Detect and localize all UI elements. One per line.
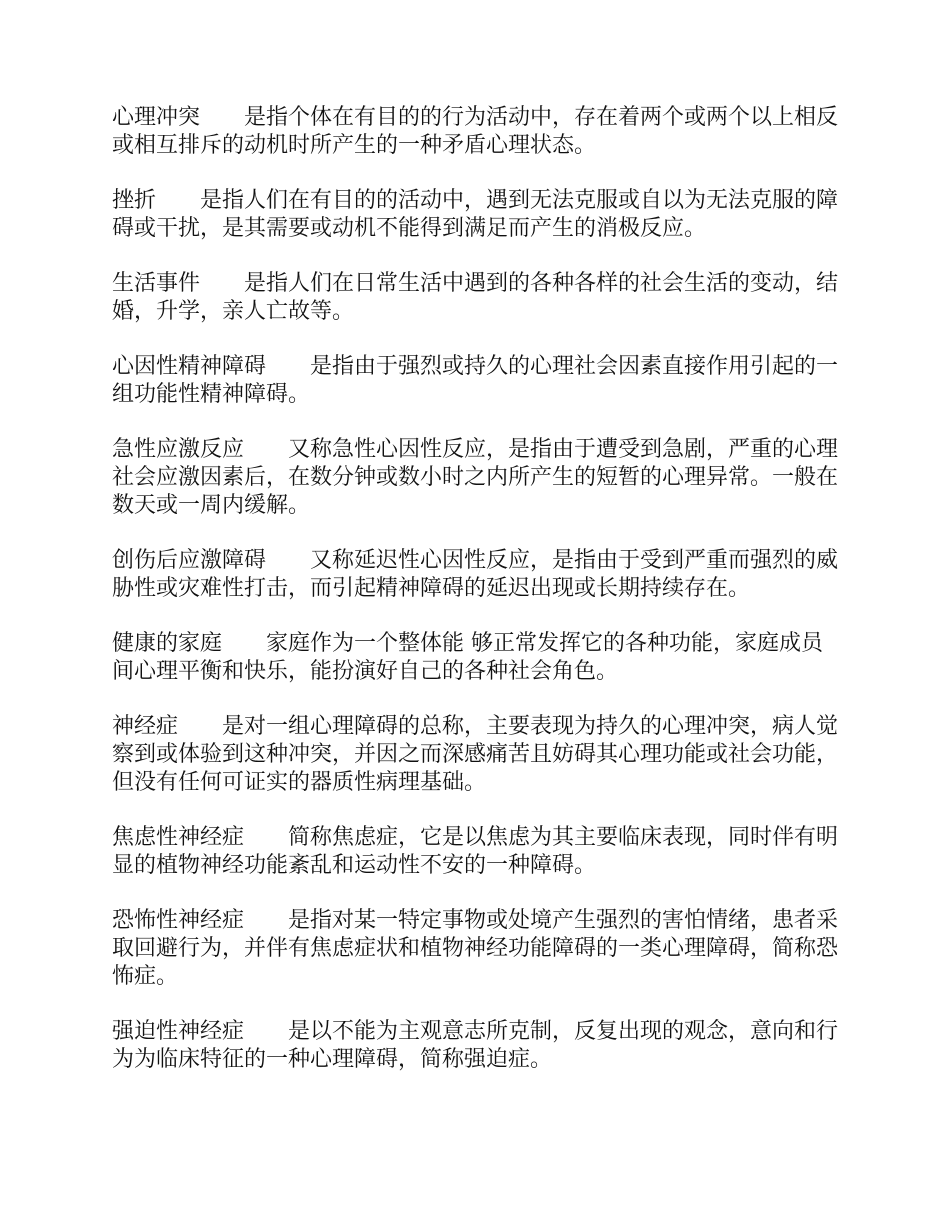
entry-term: 挫折 <box>112 188 157 213</box>
entry-definition: 是指个体在有目的的行为活动中，存在着两个或两个以上相反或相互排斥的动机时所产生的一种矛盾心理状态。 <box>112 105 839 158</box>
glossary-entry-phobic-neurosis <box>112 907 840 991</box>
entry-term: 恐怖性神经症 <box>112 908 245 933</box>
entry-definition: 是以不能为主观意志所克制，反复出现的观念，意向和行为为临床特征的一种心理障碍，简称强迫症。 <box>112 1019 839 1072</box>
entry-definition: 是指人们在有目的的活动中，遇到无法克服或自以为无法克服的障碍或干扰，是其需要或动机不能得到满足而产生的消极反应。 <box>112 188 839 241</box>
glossary-entry-frustration <box>112 187 840 243</box>
glossary-entry-psychogenic-disorder <box>112 353 840 409</box>
entry-term: 心因性精神障碍 <box>112 354 267 379</box>
entry-term: 焦虑性神经症 <box>112 825 245 850</box>
entry-definition: 是对一组心理障碍的总称，主要表现为持久的心理冲突，病人觉察到或体验到这种冲突，并因之而深感痛苦且妨碍其心理功能或社会功能，但没有任何可证实的器质性病理基础。 <box>112 714 839 795</box>
glossary-document <box>112 104 840 1101</box>
entry-term: 健康的家庭 <box>112 631 223 656</box>
entry-definition: 是指人们在日常生活中遇到的各种各样的社会生活的变动，结婚，升学，亲人亡故等。 <box>112 271 839 324</box>
entry-term: 心理冲突 <box>112 105 201 130</box>
entry-definition: 又称延迟性心因性反应，是指由于受到严重而强烈的威胁性或灾难性打击，而引起精神障碍的延迟出现或长期持续存在。 <box>112 548 839 601</box>
entry-definition: 又称急性心因性反应，是指由于遭受到急剧，严重的心理社会应激因素后，在数分钟或数小时之内所产生的短暂的心理异常。一般在数天或一周内缓解。 <box>112 437 839 518</box>
entry-definition: 是指对某一特定事物或处境产生强烈的害怕情绪，患者采取回避行为，并伴有焦虑症状和植物神经功能障碍的一类心理障碍，简称恐怖症。 <box>112 908 839 989</box>
entry-term: 创伤后应激障碍 <box>112 548 267 573</box>
glossary-entry-neurosis <box>112 713 840 797</box>
glossary-entry-psychological-conflict <box>112 104 840 160</box>
glossary-entry-acute-stress-reaction <box>112 436 840 520</box>
entry-term: 生活事件 <box>112 271 201 296</box>
glossary-entry-life-events <box>112 270 840 326</box>
entry-definition: 简称焦虑症，它是以焦虑为其主要临床表现，同时伴有明显的植物神经功能紊乱和运动性不安的一种障碍。 <box>112 825 839 878</box>
entry-term: 强迫性神经症 <box>112 1019 245 1044</box>
entry-definition: 是指由于强烈或持久的心理社会因素直接作用引起的一组功能性精神障碍。 <box>112 354 839 407</box>
glossary-entry-anxiety-neurosis <box>112 824 840 880</box>
entry-definition: 家庭作为一个整体能 够正常发挥它的各种功能，家庭成员间心理平衡和快乐，能扮演好自己的各种社会角色。 <box>112 631 824 684</box>
glossary-entry-obsessive-neurosis <box>112 1018 840 1074</box>
entry-term: 急性应激反应 <box>112 437 245 462</box>
glossary-entry-ptsd <box>112 547 840 603</box>
entry-term: 神经症 <box>112 714 179 739</box>
glossary-entry-healthy-family <box>112 630 840 686</box>
